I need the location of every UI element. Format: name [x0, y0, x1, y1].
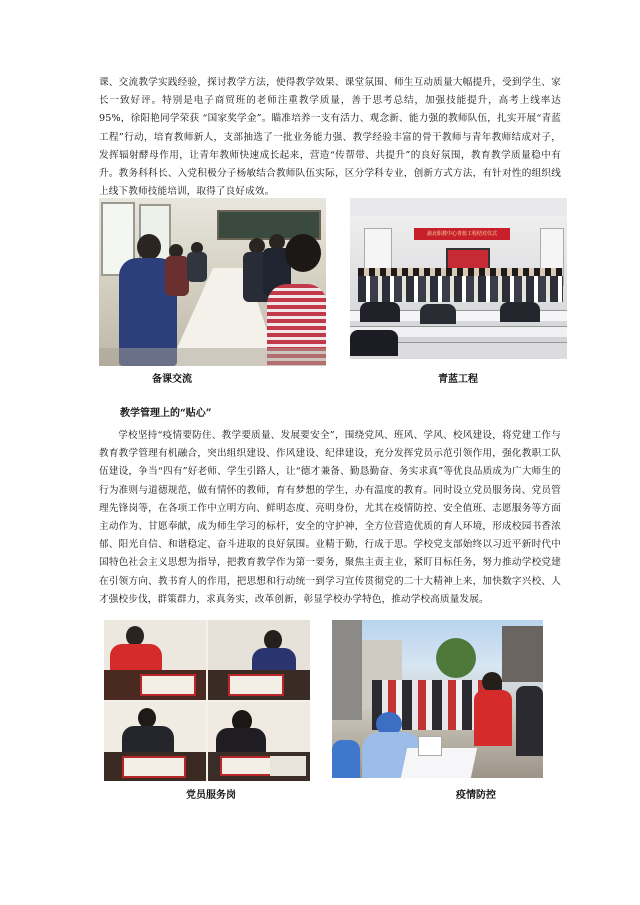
banner-red: 渝北职教中心青蓝工程结对仪式: [414, 228, 510, 240]
photo-epidemic-prevention: [332, 620, 543, 778]
section-heading: 教学管理上的“贴心”: [120, 408, 212, 419]
caption-party-service: 党员服务岗: [186, 790, 236, 801]
photo-party-service-post: [104, 620, 310, 781]
photo-lesson-prep-exchange: [99, 198, 326, 366]
photo-qinglan-project: [350, 198, 567, 359]
paragraph-teaching-management: 学校坚持“疫情要防住、教学要质量、发展要安全”，围绕党风、班风、学风、校风建设，将党建工作与教育教学管理有机融合，突出组织建设、作风建设、纪律建设，充分发挥党员示范引领作用，强化教职工队伍建设，争当“四有”好老师、学生引路人，让“德才兼备、勤恳勤奋、务实求真”等优良品质成为广大师生的行为准则与道德规范，做有情怀的教师，育有梦想的学生，办有温度的教育。同时设立党员服务岗、党员管理先锋岗等，在各项工作中立明方向、鲜明态度、亮明身份，尤其在疫情防控、安全值班、志愿服务等方面主动作为、甘愿奉献，成为师生学习的标杆，安全的守护神，全方位营造优质的育人环境，形成校园书香浓郁、阳光自信、和谐稳定、奋斗进取的良好氛围。业精于勤，行成于思。学校党支部始终以习近平新时代中国特色社会主义思想为指导，把教育教学作为第一要务，聚焦主责主业，紧盯目标任务，努力推动学校党建在引领方向、教书育人的作用，把思想和行动统一到学习宣传贯彻党的二十大精神上来，加快数字兴校、人才强校步伐，群策群力，求真务实，改革创新，彰显学校办学特色，推动学校高质量发展。: [99, 430, 561, 605]
caption-epidemic: 疫情防控: [456, 790, 496, 801]
caption-lesson-prep: 备课交流: [152, 374, 192, 385]
paragraph-teaching-exchange: 课、交流教学实践经验，探讨教学方法，使得教学效果、课堂氛围、师生互动质量大幅提升，受到学生、家长一致好评。特别是电子商贸班的老师注重教学质量，善于思考总结，加强技能提升，高考上线率达 95%，徐阳艳同学荣获 “国家奖学金”。瞄准培养一支有活力、观念新、能力强的教师队伍，扎实开展“青蓝工程”行动，培育教师新人，支部抽选了一批业务能力强、教学经验丰富的骨干教师与青年教师结成对子，发挥辐射酵母作用，让青年教师快速成长起来，营造“传帮带、共提升”的良好氛围，教育教学质量稳中有升。教务科科长、入党积极分子杨敏结合教师队伍实际，区分学科专业，创新方式方法，有针对性的组织线上线下教师技能培训，取得了良好成效。: [99, 77, 561, 198]
caption-qinglan: 青蓝工程: [438, 374, 478, 385]
